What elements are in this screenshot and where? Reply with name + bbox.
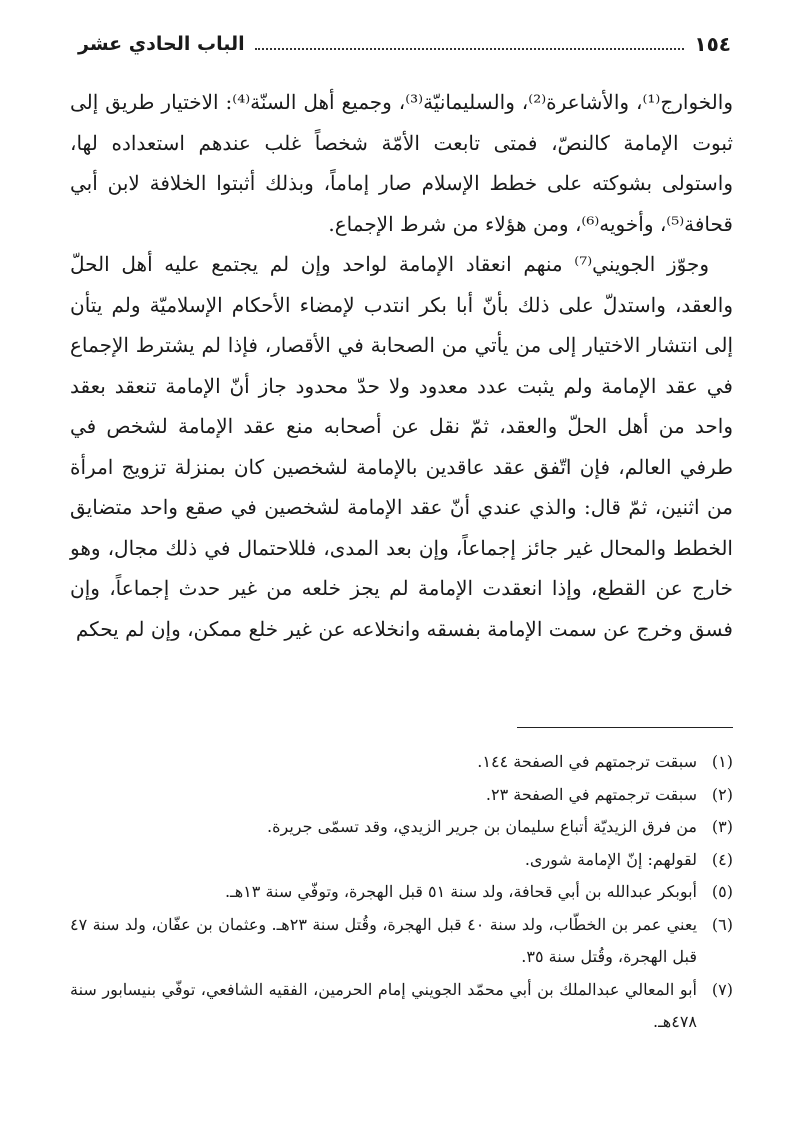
paragraph: والخوارج⁽¹⁾، والأشاعرة⁽²⁾، والسليمانيّة⁽³⁾، وجميع أهل السنّة⁽⁴⁾: الاختيار طريق إلى ثبوت الإمامة كالنصّ، فمتى تابعت الأمّة شخصاً غلب عندهم استعداده لها، واستولى بشوكته على خطط الإسلام صار إماماً، وبذلك أثبتوا الخلافة لابن أبي قحافة⁽⁵⁾، وأخويه⁽⁶⁾، ومن هؤلاء من شرط الإجماع. (70, 90, 733, 236)
main-text (70, 82, 733, 649)
footnote-number: (٦) (711, 914, 733, 934)
footnote-number: (٢) (711, 784, 733, 804)
footnote (70, 779, 733, 812)
footnote-text: من فرق الزيديّة أتباع سليمان بن جرير الزيدي، وقد تسمّى جريرة. (267, 817, 697, 836)
footnote-number: (١) (711, 752, 733, 771)
chapter-title: الباب الحادي عشر (78, 33, 245, 55)
footnote (70, 974, 733, 1039)
footnote-number: (٧) (711, 979, 733, 999)
page-number: ١٥٤ (694, 32, 731, 56)
footnote-number: (٥) (711, 882, 733, 901)
footnote-text: أبو المعالي عبدالملك بن أبي محمّد الجويني إمام الحرمين، الفقيه الشافعي، توفّي بنيسابور سنة ٤٧٨هـ. (70, 979, 697, 1031)
footnote-separator (517, 727, 733, 728)
footnote (70, 746, 733, 779)
header-dot-leader (255, 48, 685, 50)
footnote (70, 844, 733, 877)
footnote (70, 811, 733, 844)
footnote (70, 909, 733, 974)
paragraph: وجوّز الجويني⁽⁷⁾ منهم انعقاد الإمامة لواحد وإن لم يجتمع عليه أهل الحلّ والعقد، واستدلّ على ذلك بأنّ أبا بكر انتدب لإمضاء الأحكام الإسلاميّة ولم يتأن إلى انتشار الاختيار إلى من يأتي من الصحابة في الأقصار، فإذا لم يشترط الإجماع في عقد الإمامة ولم يثبت عدد معدود ولا حدّ محدود جاز أنّ الإمامة تنعقد بعقد واحد من أهل الحلّ والعقد، ثمّ نقل عن أصحابه منع عقد الإمامة لشخص في طرفي العالم، فإن اتّفق عقد عاقدين بالإمامة لشخصين كان بمنزلة تزويج امرأة من اثنين، ثمّ قال: والذي عندي أنّ عقد الإمامة لشخصين في صقع واحد متضايق الخطط والمحال غير جائز إجماعاً، وإن بعد المدى، فللاحتمال في ذلك مجال، وهو خارج عن القطع، وإذا انعقدت الإمامة لم يجز خلعه من غير حدث إجماعاً، وإن فسق وخرج عن سمت الإمامة بفسقه وانخلاعه عن غير خلع ممكن، وإن لم يحكم (70, 252, 733, 641)
footnote-number: (٣) (711, 817, 733, 836)
footnote-text: سبقت ترجمتهم في الصفحة ٢٣. (485, 784, 697, 804)
footnote-text: أبوبكر عبدالله بن أبي قحافة، ولد سنة ٥١ قبل الهجرة، وتوفّي سنة ١٣هـ. (224, 882, 697, 901)
footnote-text: يعني عمر بن الخطّاب، ولد سنة ٤٠ قبل الهجرة، وقُتل سنة ٢٣هـ. وعثمان بن عفّان، ولد سنة ٤٧ قبل الهجرة، وقُتل سنة ٣٥. (70, 914, 698, 966)
footnote-text: لقولهم: إنّ الإمامة شورى. (524, 849, 697, 869)
running-header (78, 28, 731, 60)
footnote-text: سبقت ترجمتهم في الصفحة ١٤٤. (477, 752, 697, 771)
footnotes (70, 746, 733, 1039)
footnote (70, 876, 733, 909)
footnote-number: (٤) (711, 849, 733, 869)
